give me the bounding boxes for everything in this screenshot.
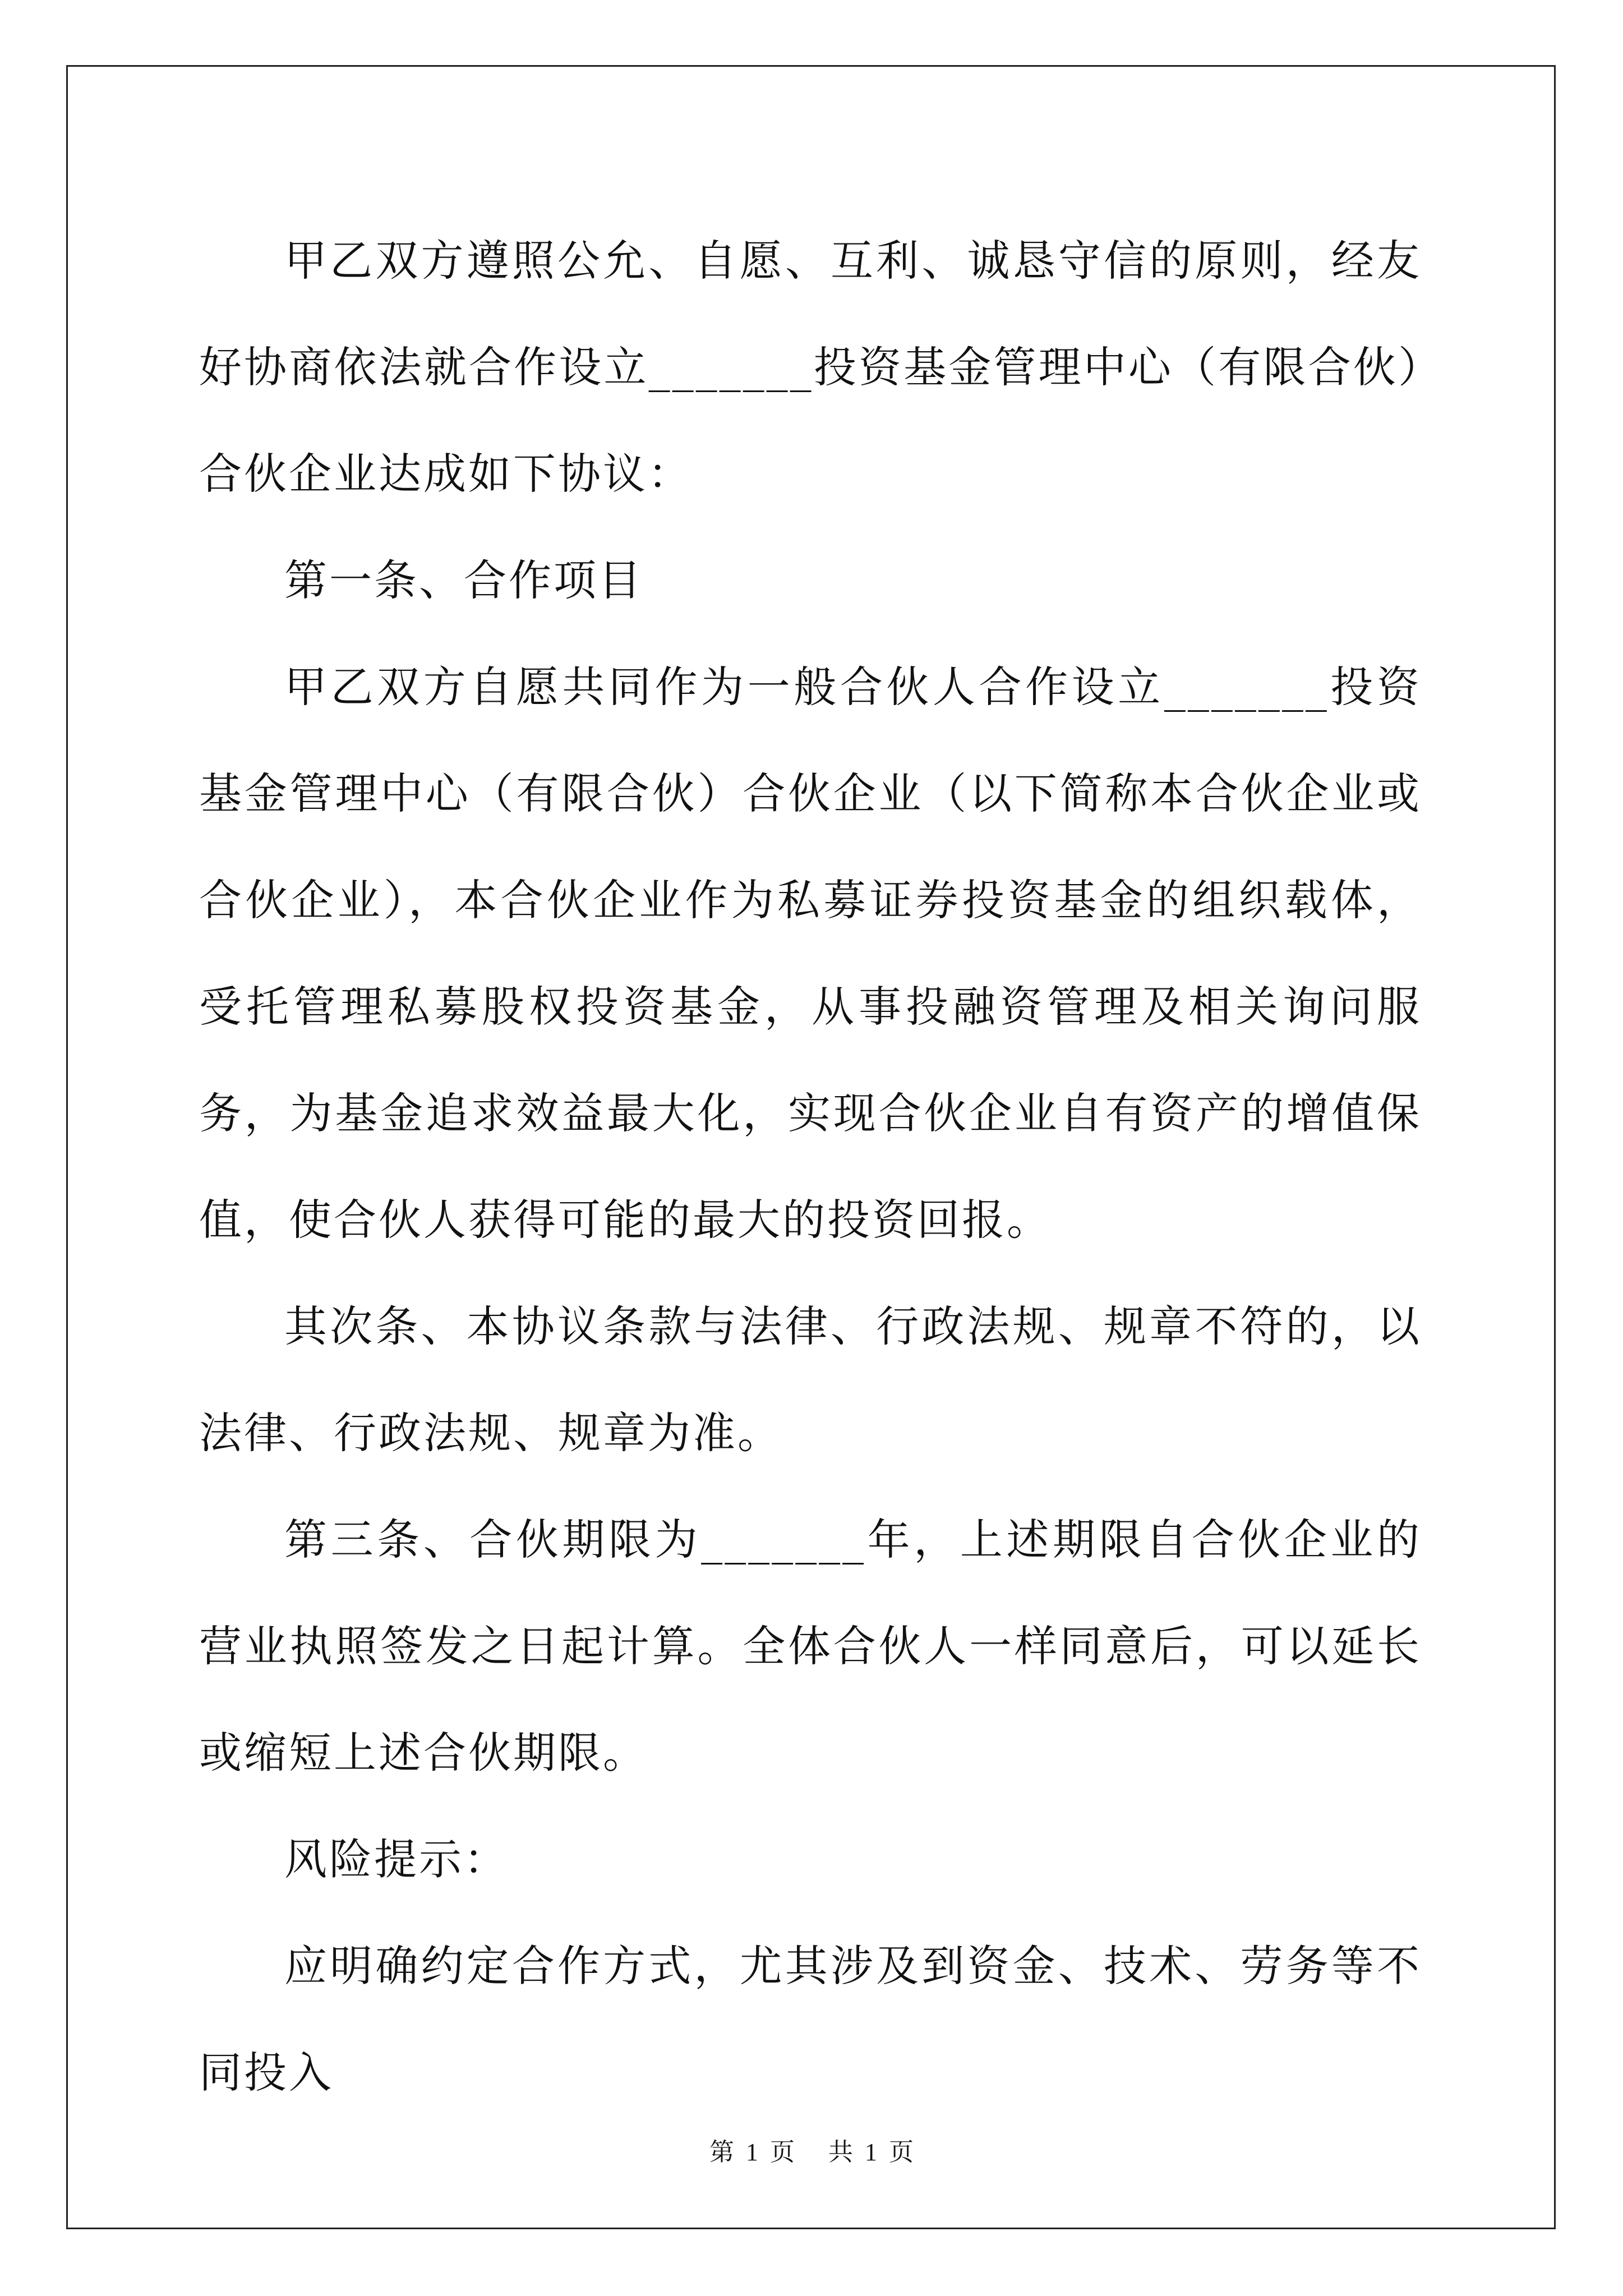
paragraph-article-1: 甲乙双方自愿共同作为一般合伙人合作设立_______投资基金管理中心（有限合伙）合伙企业（以下简称本合伙企业或合伙企业），本合伙企业作为私募证券投资基金的组织载体，受托管理私募股权投资基金，从事投融资管理及相关询问服务，为基金追求效益最大化，实现合伙企业自有资产的增值保值，使合伙人获得可能的最大的投资回报。 [199,662,1422,1245]
page-footer [0,2132,1623,2168]
document-body [199,208,1422,2126]
page-number-total: 共 1 页 [828,2138,914,2166]
paragraph-article-2: 其次条、本协议条款与法律、行政法规、规章不符的，以法律、行政法规、规章为准。 [199,1301,1422,1458]
heading-article-1: 第一条、合作项目 [284,555,643,605]
paragraph-article-3: 第三条、合伙期限为_______年，上述期限自合伙企业的营业执照签发之日起计算。全体合伙人一样同意后，可以延长或缩短上述合伙期限。 [199,1515,1422,1778]
page-number-current: 第 1 页 [709,2138,795,2166]
paragraph-risk-notice: 应明确约定合作方式，尤其涉及到资金、技术、劳务等不同投入 [199,1941,1422,2097]
paragraph-intro: 甲乙双方遵照公允、自愿、互利、诚恳守信的原则，经友好协商依法就合作设立_______投资基金管理中心（有限合伙）合伙企业达成如下协议： [199,236,1422,499]
heading-risk-notice: 风险提示： [284,1834,509,1884]
